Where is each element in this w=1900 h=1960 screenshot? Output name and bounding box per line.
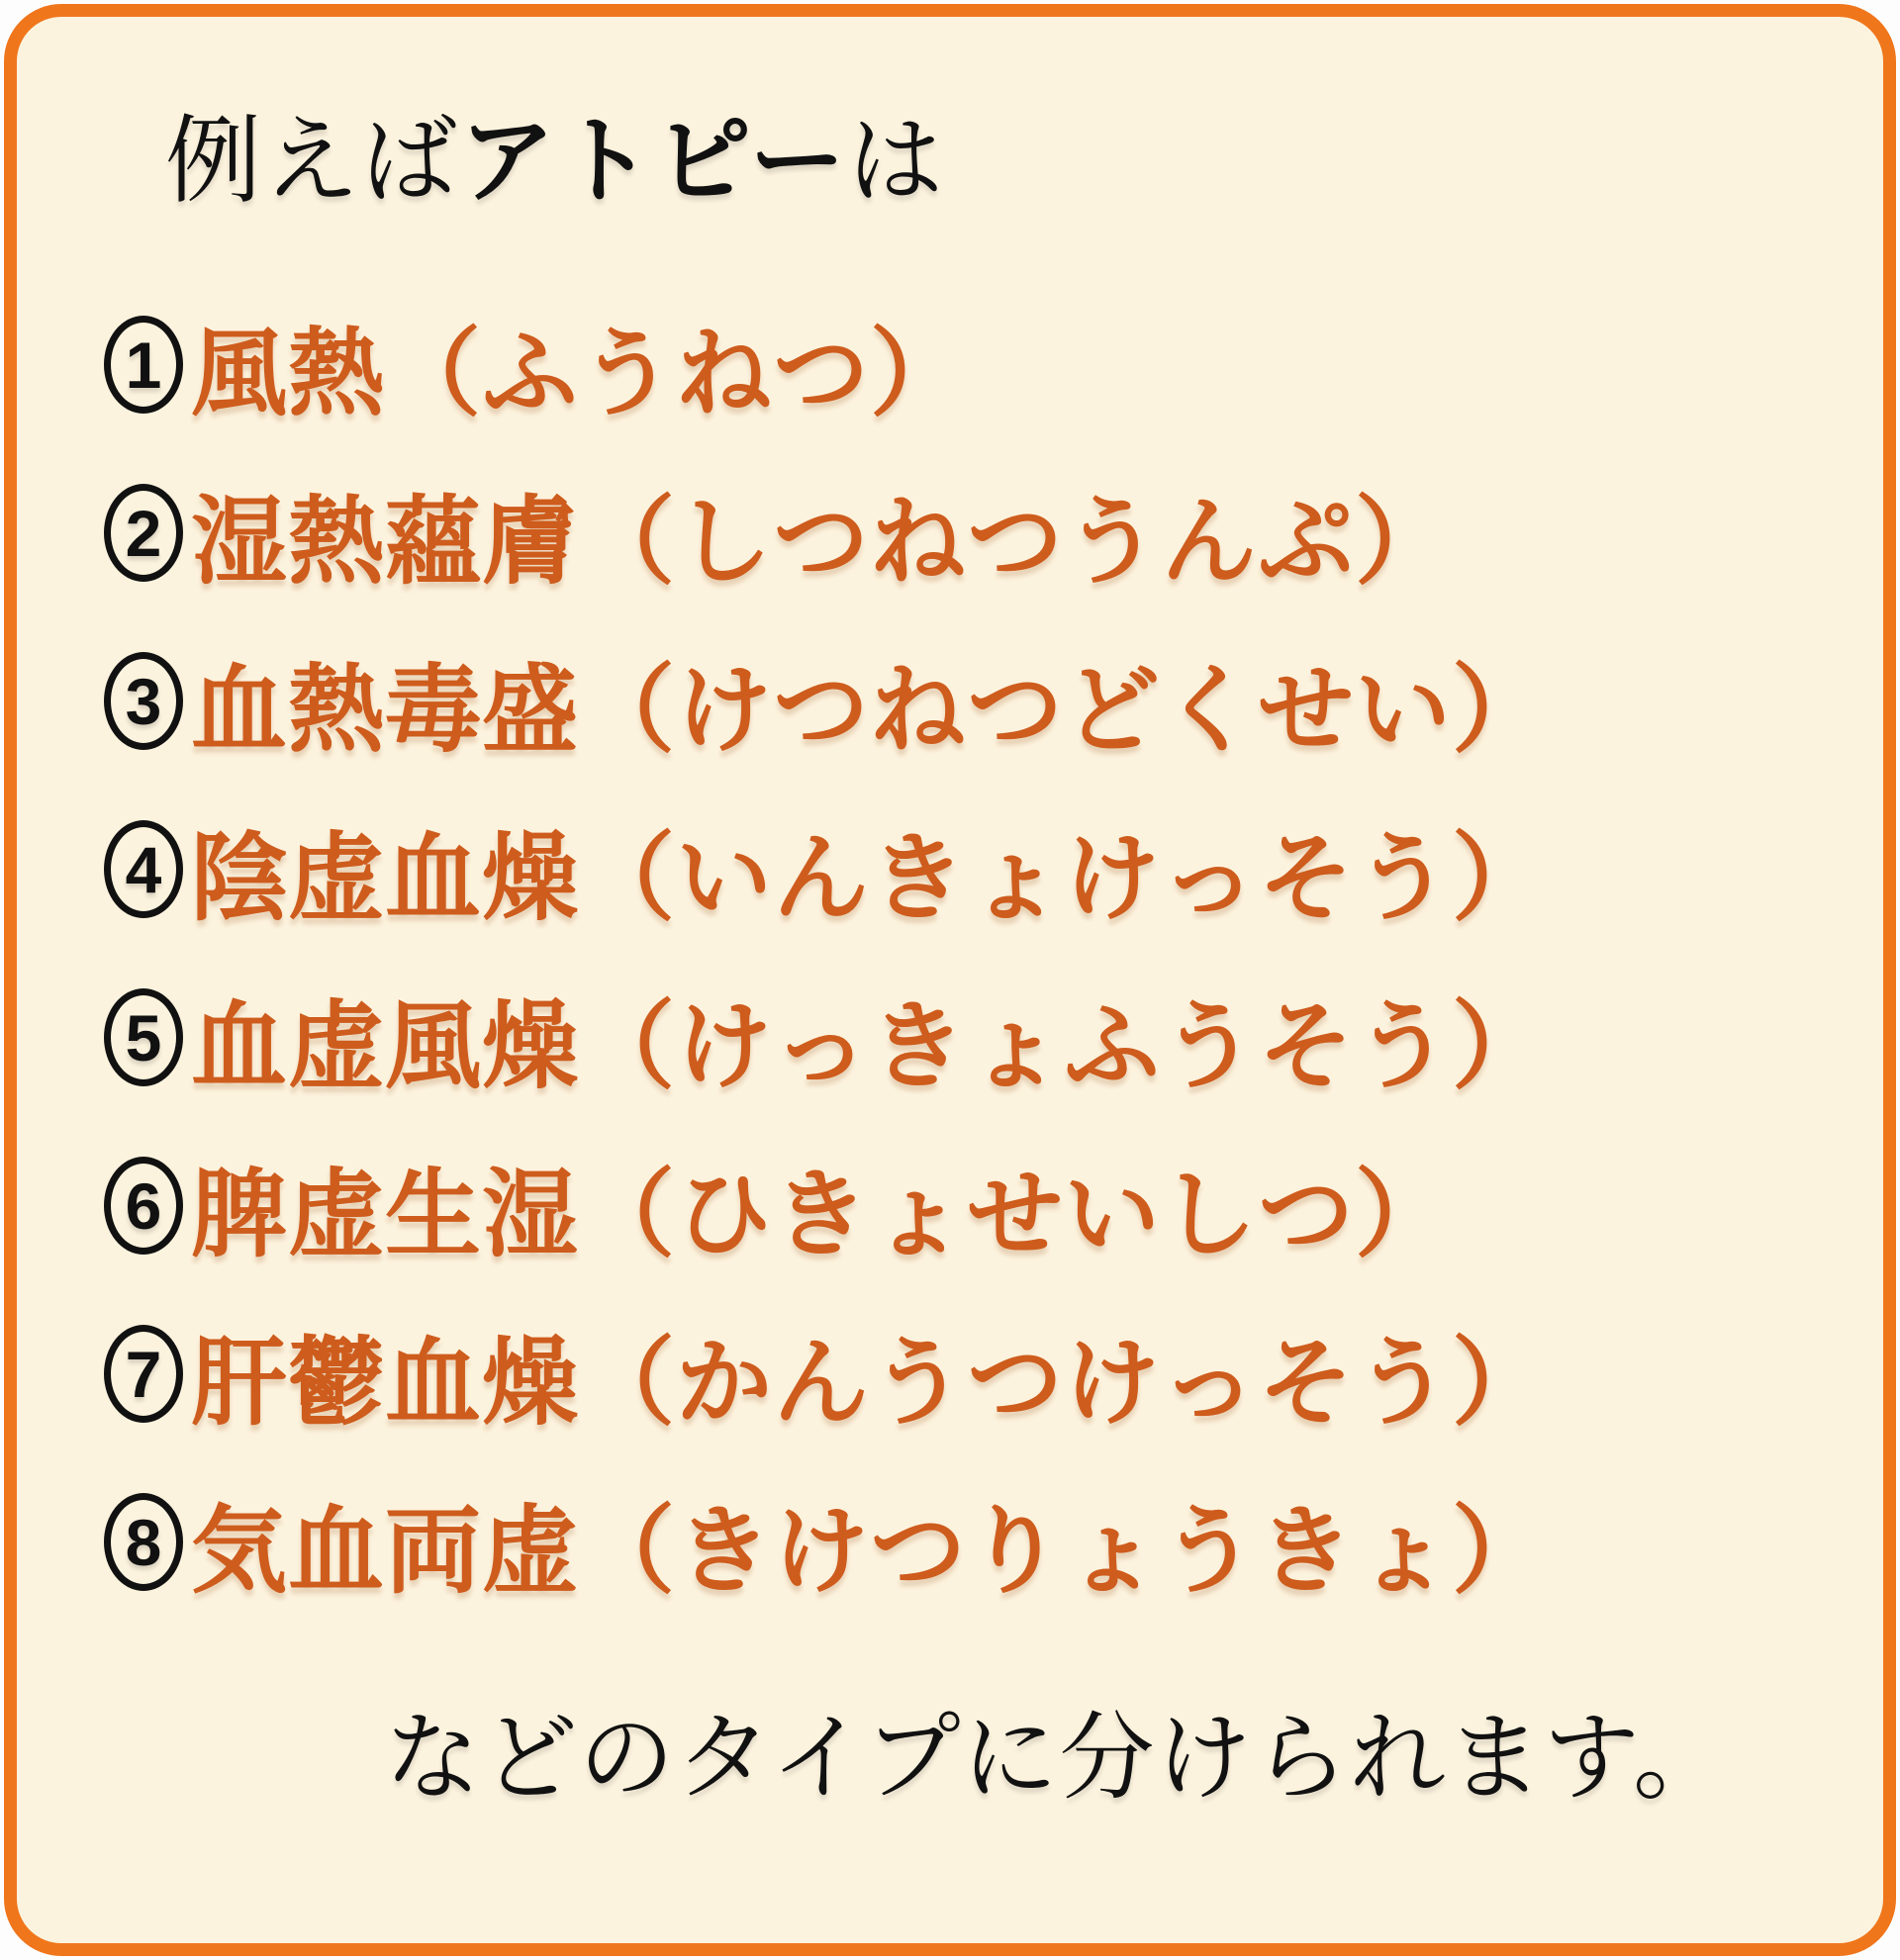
circled-number-icon <box>104 988 183 1086</box>
rounded-info-card <box>4 4 1896 1956</box>
footer-text: などのタイプに分けられます。 <box>384 1703 1730 1812</box>
list-item <box>104 1458 1824 1627</box>
item-number: 3 <box>125 664 162 738</box>
title-prefix: 例えば <box>165 107 459 215</box>
circled-number-icon <box>104 316 183 414</box>
item-term-and-reading: 血熱毒盛（けつねつどくせい） <box>191 655 1549 764</box>
item-number: 8 <box>125 1505 162 1579</box>
list-item <box>104 1122 1824 1290</box>
circled-number-icon <box>104 1325 183 1423</box>
item-term-and-reading: 陰虚血燥（いんきょけっそう） <box>191 823 1549 932</box>
title-emphasis: アトピー <box>459 107 848 215</box>
list-item <box>104 786 1824 954</box>
list-item <box>104 617 1824 786</box>
list-item <box>104 449 1824 617</box>
list-item <box>104 281 1824 449</box>
list-item <box>104 1290 1824 1458</box>
item-number: 6 <box>125 1168 162 1243</box>
item-term-and-reading: 風熱（ふうねつ） <box>191 319 967 427</box>
item-term-and-reading: 肝鬱血燥（かんうつけっそう） <box>191 1328 1549 1437</box>
item-number: 5 <box>125 1000 162 1074</box>
item-term-and-reading: 脾虚生湿（ひきょせいしつ） <box>191 1160 1452 1268</box>
circled-number-icon <box>104 820 183 918</box>
item-number: 4 <box>125 832 162 906</box>
title-suffix: は <box>847 107 946 215</box>
circled-number-icon <box>104 1493 183 1591</box>
circled-number-icon <box>104 484 183 582</box>
circled-number-icon <box>104 652 183 750</box>
item-number: 1 <box>125 327 162 402</box>
circled-number-icon <box>104 1157 183 1255</box>
item-term-and-reading: 血虚風燥（けっきょふうそう） <box>191 991 1549 1100</box>
list-item <box>104 954 1824 1122</box>
item-number: 2 <box>125 496 162 570</box>
card-title <box>165 107 1824 215</box>
atopy-type-list <box>104 281 1824 1627</box>
item-number: 7 <box>125 1337 162 1411</box>
item-term-and-reading: 湿熱蘊膚（しつねつうんぷ） <box>191 487 1452 596</box>
item-term-and-reading: 気血両虚（きけつりょうきょ） <box>191 1496 1549 1605</box>
